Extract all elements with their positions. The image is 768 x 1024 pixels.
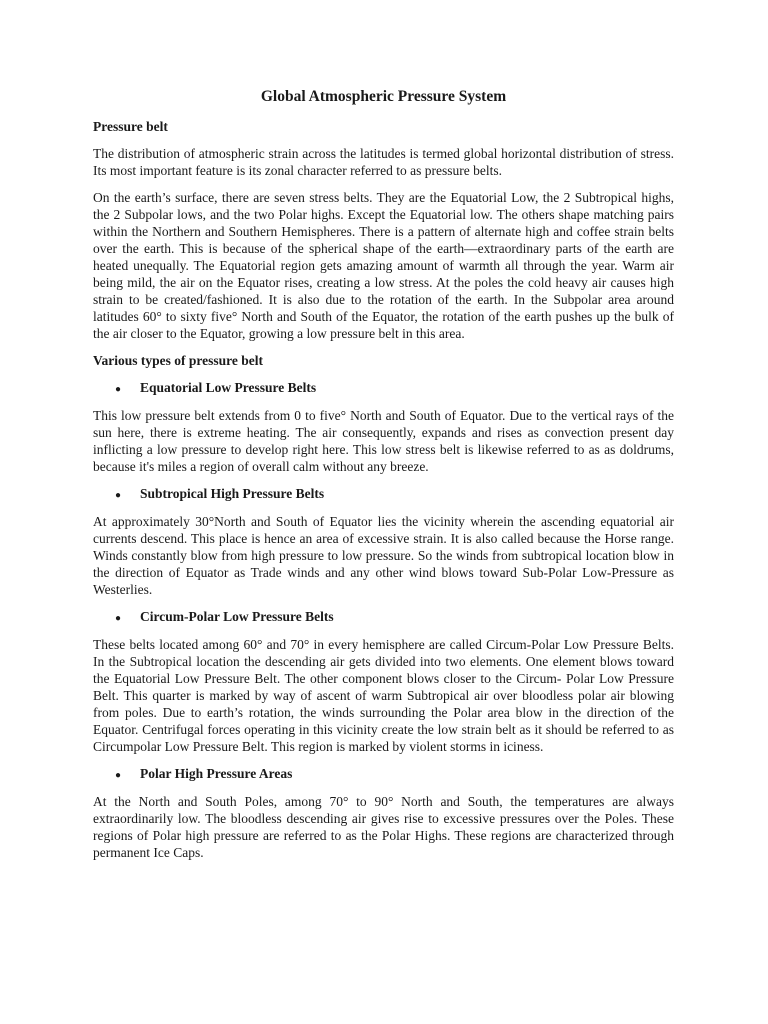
document-title: Global Atmospheric Pressure System [260, 88, 507, 105]
bullet-icon: ● [115, 613, 122, 624]
bullet-icon: ● [115, 770, 122, 781]
section-heading-types: Various types of pressure belt [93, 353, 264, 368]
section-heading-pressure-belt: Pressure belt [93, 119, 168, 134]
paragraph-subtropical-high: At approximately 30°North and South of Equator lies the vicinity wherein the ascending equatorial air currents descend. This place is hence an area of excessive strain. It is also called because the Horse range. Winds constantly blow from high pressure to low pressure. So the winds from subtropical location blow in the direction of Equator as Trade winds and any other wind blows toward Sub-Polar Low-Pressure as Westerlies. [93, 514, 674, 597]
bullet-heading: Subtropical High Pressure Belts [140, 486, 325, 501]
document-page [93, 86, 674, 871]
list-item-equatorial-low [93, 379, 674, 398]
list-item-polar-high [93, 765, 674, 784]
paragraph-polar-high: At the North and South Poles, among 70° to 90° North and South, the temperatures are always extraordinarily low. The bloodless descending air gives rise to excessive pressures over the Poles. These regions of Polar high pressure are referred to as the Polar Highs. These regions are characterized through permanent Ice Caps. [93, 794, 674, 860]
paragraph-equatorial-low: This low pressure belt extends from 0 to five° North and South of Equator. Due to the vertical rays of the sun here, there is extreme heating. The air consequently, expands and rises as convection present day inflicting a low pressure to develop right here. This low stress belt is likewise referred to as as doldrums, because it's miles a region of overall calm without any breeze. [93, 408, 674, 474]
bullet-icon: ● [115, 384, 122, 395]
bullet-icon: ● [115, 490, 122, 501]
list-item-circum-polar-low [93, 608, 674, 627]
paragraph-intro: The distribution of atmospheric strain across the latitudes is termed global horizontal distribution of stress. Its most important feature is its zonal character referred to as pressure belts. [93, 146, 674, 178]
bullet-heading: Polar High Pressure Areas [140, 766, 293, 781]
paragraph-circum-polar-low: These belts located among 60° and 70° in every hemisphere are called Circum-Polar Low Pressure Belts. In the Subtropical location the descending air gets divided into two elements. One element blows toward the Equatorial Low Pressure Belt. The other component blows closer to the Circum- Polar Low Pressure Belt. This quarter is marked by way of ascent of warm Subtropical air over bloodless polar air blowing from poles. Due to earth’s rotation, the winds surrounding the Polar area blow in the direction of the Equator. Centrifugal forces operating in this vicinity create the low strain belt as it should be referred to as Circumpolar Low Pressure Belt. This region is marked by violent storms in iciness. [93, 637, 674, 754]
bullet-heading: Equatorial Low Pressure Belts [140, 380, 317, 395]
bullet-heading: Circum-Polar Low Pressure Belts [140, 609, 334, 624]
paragraph-seven-belts: On the earth’s surface, there are seven stress belts. They are the Equatorial Low, the 2 Subtropical highs, the 2 Subpolar lows, and the two Polar highs. Except the Equatorial low. The others shape matching pairs within the Northern and Southern Hemispheres. There is a pattern of alternate high and coffee strain belts over the earth. This is because of the spherical shape of the earth—extraordinary parts of the earth are heated unequally. The Equatorial region gets amazing amount of warmth all through the year. Warm air being mild, the air on the Equator rises, creating a low stress. At the poles the cold heavy air causes high strain to be created/fashioned. It is also due to the rotation of the earth. In the Subpolar area around latitudes 60° to sixty five° North and South of the Equator, the rotation of the earth pushes up the bulk of the air closer to the Equator, growing a low pressure belt in this area. [93, 190, 674, 341]
list-item-subtropical-high [93, 485, 674, 504]
